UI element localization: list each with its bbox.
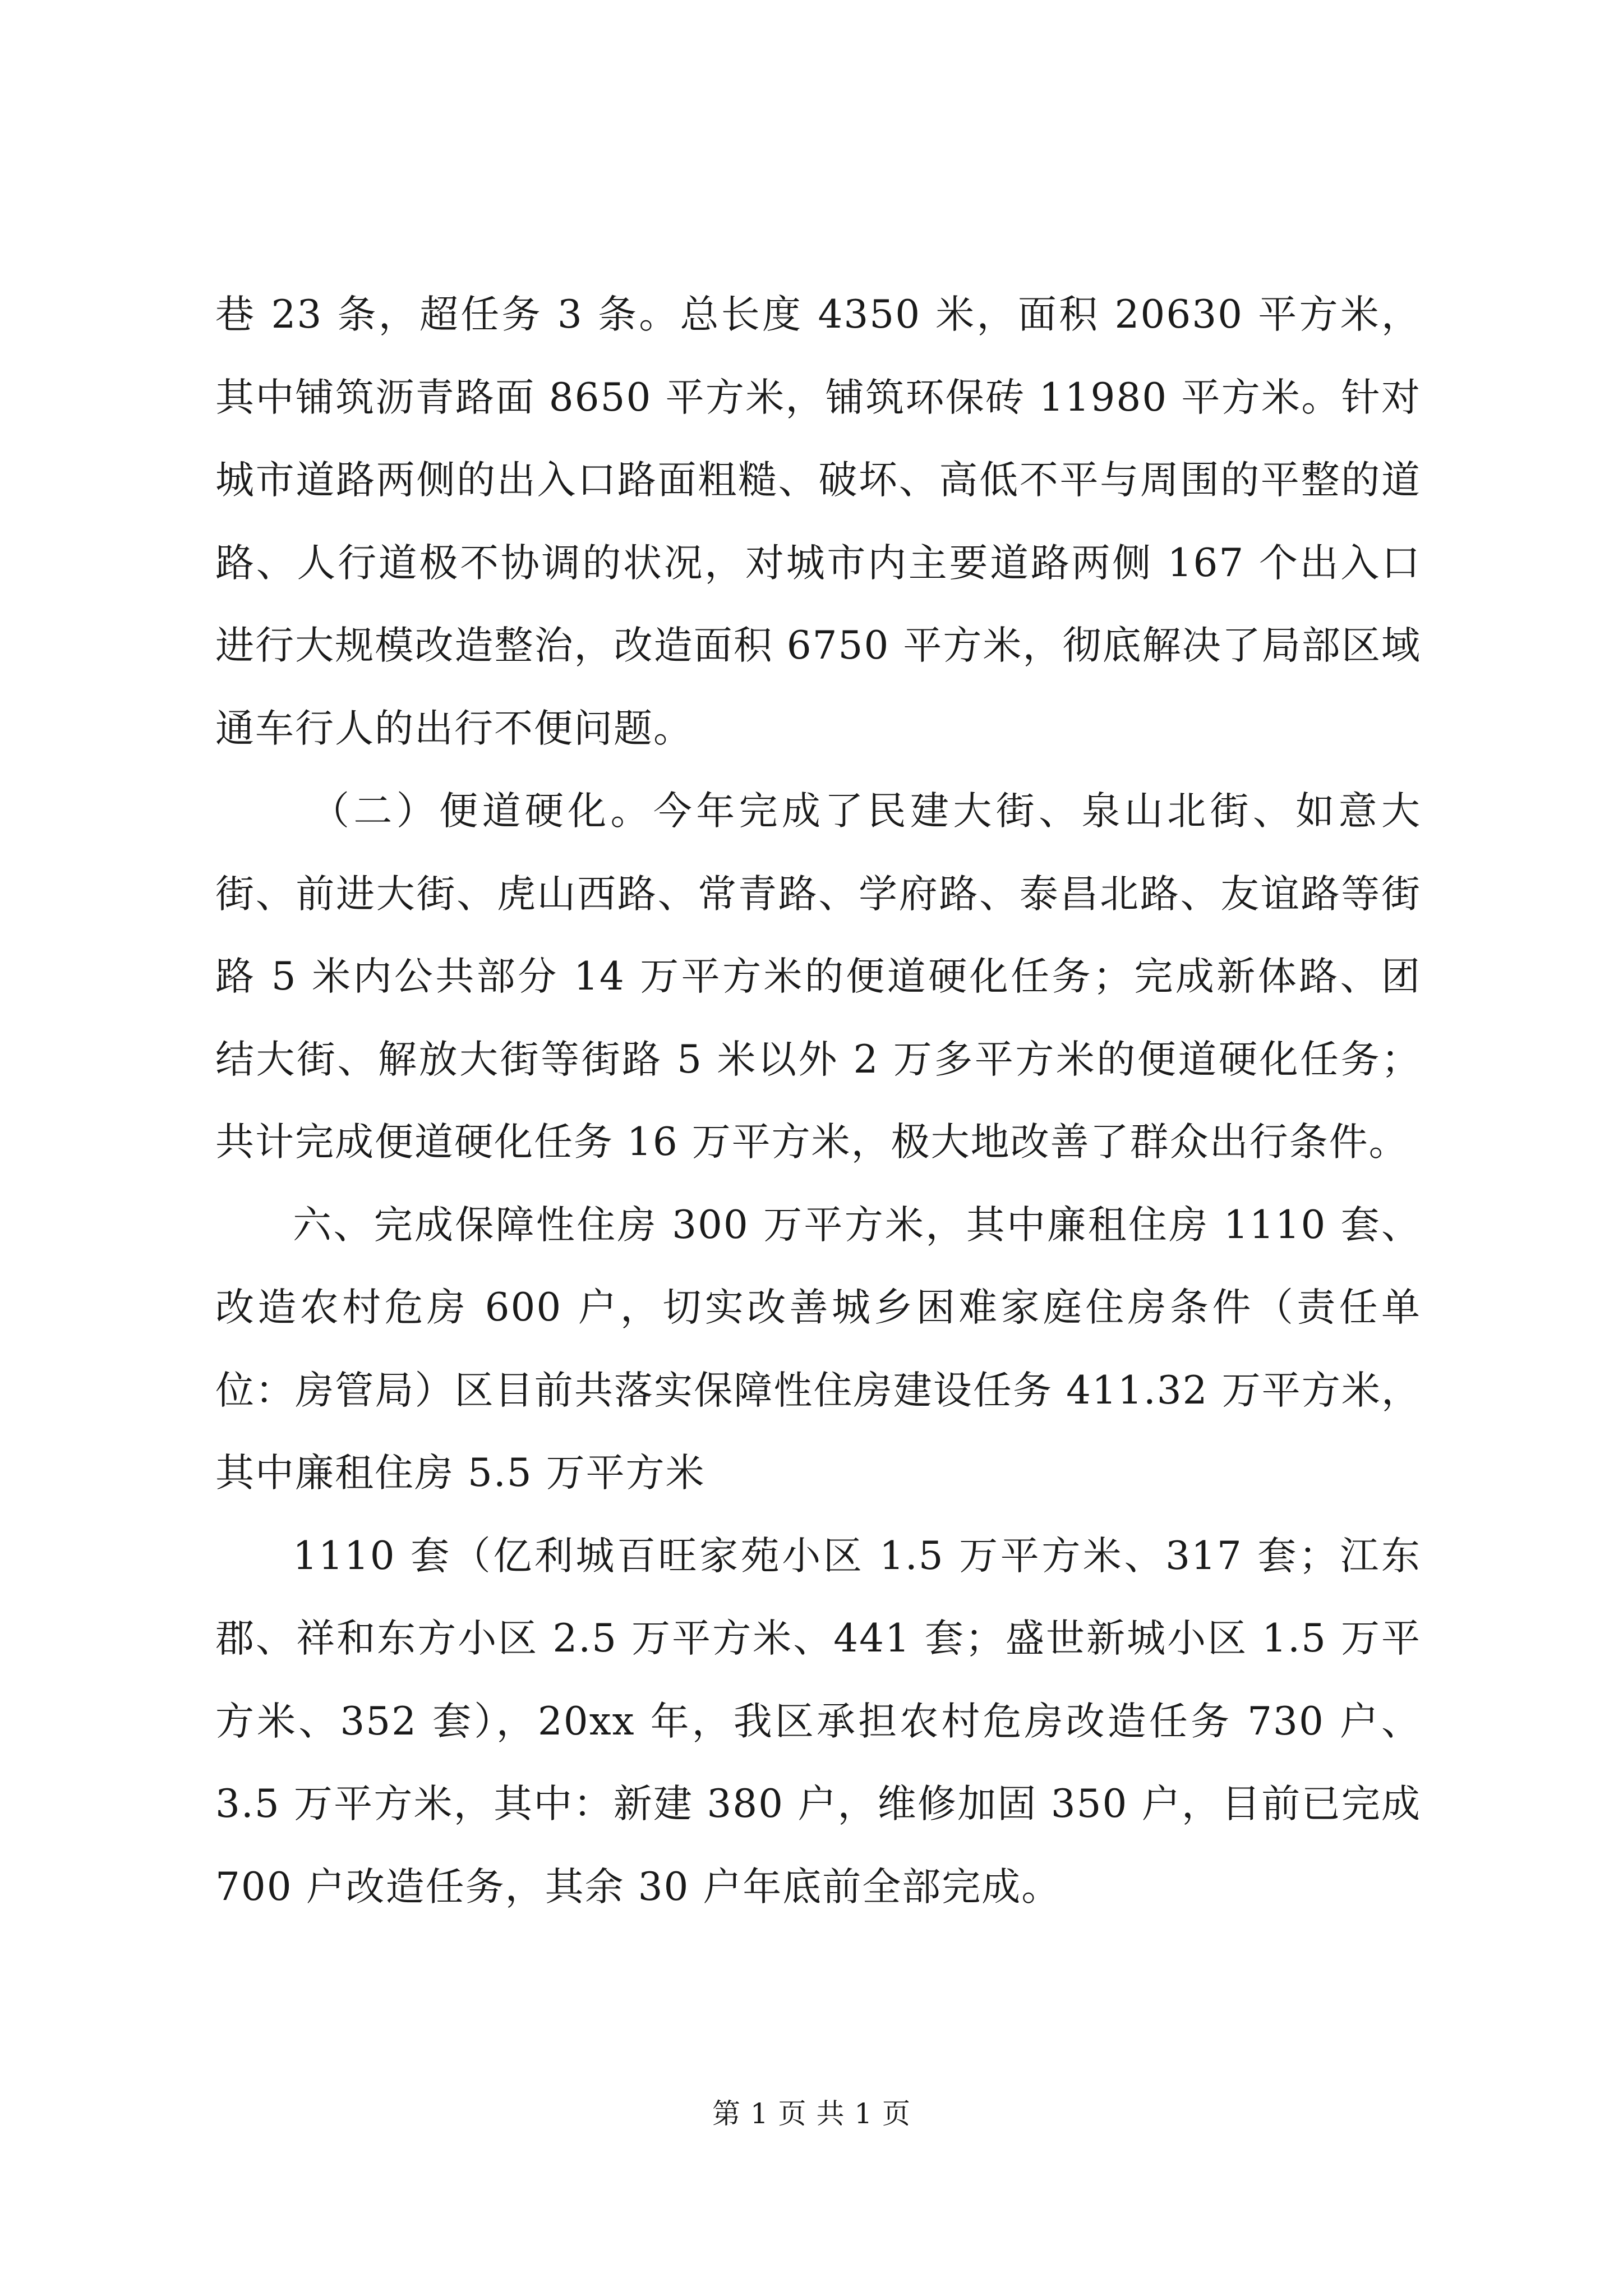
paragraph-sidewalk-hardening: （二）便道硬化。今年完成了民建大街、泉山北街、如意大街、前进大街、虎山西路、常青路、学府路、泰昌北路、友谊路等街路 5 米内公共部分 14 万平方米的便道硬化任务；完成新体路、团结大街、解放大街等街路 5 米以外 2 万多平方米的便道硬化任务；共计完成便道硬化任务 16 万平方米，极大地改善了群众出行条件。 — [215, 789, 1421, 1165]
page-footer: 第 1 页 共 1 页 — [712, 2097, 911, 2130]
document-body — [215, 274, 1421, 1929]
paragraph-housing-details: 1110 套（亿利城百旺家苑小区 1.5 万平方米、317 套；江东郡、祥和东方小区 2.5 万平方米、441 套；盛世新城小区 1.5 万平方米、352 套），20xx 年，我区承担农村危房改造任务 730 户、3.5 万平方米，其中：新建 380 户，维修加固 350 户，目前已完成 700 户改造任务，其余 30 户年底前全部完成。 — [215, 1533, 1421, 1910]
paragraph-affordable-housing: 六、完成保障性住房 300 万平方米，其中廉租住房 1110 套、改造农村危房 600 户，切实改善城乡困难家庭住房条件（责任单位：房管局）区目前共落实保障性住房建设任务 411.32 万平方米，其中廉租住房 5.5 万平方米 — [215, 1202, 1421, 1496]
paragraph-road-paving: 巷 23 条，超任务 3 条。总长度 4350 米，面积 20630 平方米，其中铺筑沥青路面 8650 平方米，铺筑环保砖 11980 平方米。针对城市道路两侧的出入口路面粗糙、破坏、高低不平与周围的平整的道路、人行道极不协调的状况，对城市内主要道路两侧 167 个出入口进行大规模改造整治，改造面积 6750 平方米，彻底解决了局部区域通车行人的出行不便问题。 — [215, 292, 1421, 751]
